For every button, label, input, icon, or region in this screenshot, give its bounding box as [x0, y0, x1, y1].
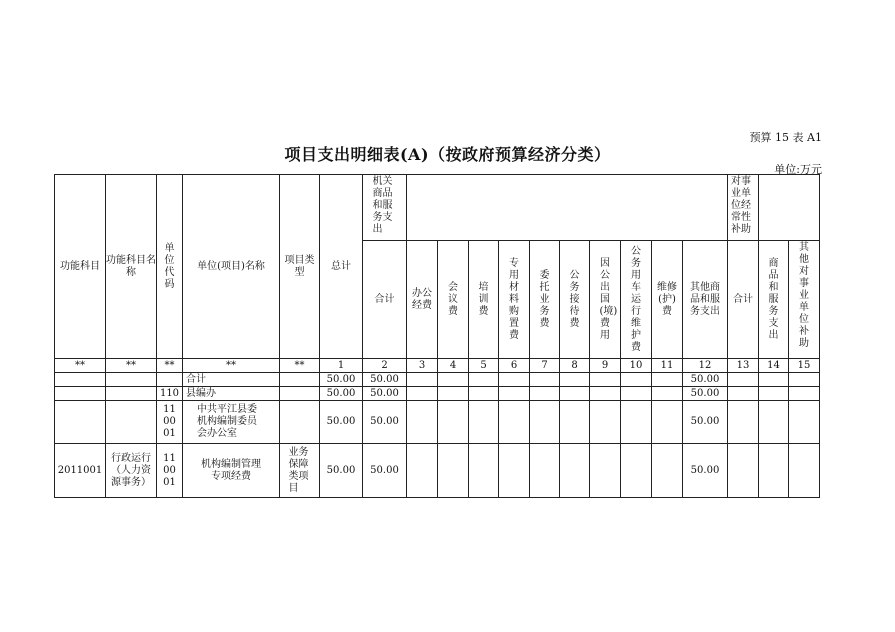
header-group-subsidy — [728, 175, 759, 241]
cell-empty — [621, 373, 652, 387]
cell-total: 50.00 — [320, 373, 363, 387]
cell-func-name — [106, 373, 157, 387]
cell-empty — [499, 373, 530, 387]
cell-empty — [407, 373, 438, 387]
cell-empty — [438, 444, 469, 498]
index-cell: 13 — [728, 359, 759, 373]
cell-empty — [499, 387, 530, 401]
cell-empty — [789, 444, 820, 498]
header-g2-goods — [759, 241, 789, 359]
cell-empty — [652, 401, 683, 444]
index-cell: 8 — [560, 359, 590, 373]
header-total: 总计 — [320, 175, 363, 359]
cell-unit-name — [183, 444, 280, 498]
index-cell: 2 — [363, 359, 407, 373]
cell-project-type — [280, 401, 320, 444]
cell-project-type — [280, 444, 320, 498]
cell-project-type — [280, 387, 320, 401]
cell-empty — [728, 373, 759, 387]
cell-empty — [590, 387, 621, 401]
index-cell: ** — [106, 359, 157, 373]
cell-g1-total: 50.00 — [363, 444, 407, 498]
cell-empty — [499, 444, 530, 498]
header-unit-code — [157, 175, 183, 359]
cell-func-name — [106, 387, 157, 401]
cell-unit-code — [157, 401, 183, 444]
cell-empty — [759, 373, 789, 387]
cell-unit-code — [157, 373, 183, 387]
cell-empty — [728, 387, 759, 401]
header-abroad-text: 因公出国(境)费用 — [599, 257, 618, 341]
cell-empty — [789, 387, 820, 401]
cell-empty — [560, 401, 590, 444]
index-cell: 11 — [652, 359, 683, 373]
header-repair-text: 维修(护)费 — [657, 281, 677, 317]
cell-total: 50.00 — [320, 387, 363, 401]
index-cell: ** — [157, 359, 183, 373]
header-group-subsidy-span — [759, 175, 820, 241]
table-row — [55, 401, 820, 444]
cell-total: 50.00 — [320, 401, 363, 444]
header-training-text: 培训费 — [478, 281, 489, 317]
cell-empty — [759, 401, 789, 444]
cell-unit-code — [157, 444, 183, 498]
cell-empty — [728, 401, 759, 444]
cell-empty — [499, 401, 530, 444]
header-materials-text: 专用材料购置费 — [509, 257, 519, 341]
header-other-goods-text: 其他商品和服务支出 — [690, 281, 720, 317]
cell-empty — [438, 401, 469, 444]
index-cell: 9 — [590, 359, 621, 373]
cell-unit-name: 合计 — [183, 373, 280, 387]
cell-empty — [560, 444, 590, 498]
cell-empty — [560, 373, 590, 387]
index-cell: 1 — [320, 359, 363, 373]
header-office — [407, 241, 438, 359]
cell-g1-total: 50.00 — [363, 373, 407, 387]
header-project-type: 项目类型 — [280, 175, 320, 359]
header-reception-text: 公务接待费 — [569, 269, 580, 329]
cell-empty — [407, 387, 438, 401]
cell-unit-code-text: 110001 — [163, 452, 176, 488]
unit-label: 单位:万元 — [774, 163, 822, 176]
table-row — [55, 444, 820, 498]
cell-unit-code: 110 — [157, 387, 183, 401]
cell-empty — [590, 444, 621, 498]
cell-other-goods: 50.00 — [683, 401, 728, 444]
index-cell: 6 — [499, 359, 530, 373]
cell-empty — [621, 387, 652, 401]
table-row — [55, 387, 820, 401]
cell-empty — [652, 373, 683, 387]
header-func-code: 功能科目 — [55, 175, 106, 359]
cell-func-name — [106, 401, 157, 444]
cell-empty — [407, 401, 438, 444]
index-cell: ** — [55, 359, 106, 373]
cell-g1-total: 50.00 — [363, 401, 407, 444]
header-group-goods-services — [363, 175, 407, 241]
header-training — [469, 241, 499, 359]
header-meeting — [438, 241, 469, 359]
cell-empty — [621, 401, 652, 444]
index-cell: 4 — [438, 359, 469, 373]
header-vehicle-text: 公务用车运行维护费 — [631, 245, 641, 353]
index-cell: 14 — [759, 359, 789, 373]
header-meeting-text: 会议费 — [448, 281, 458, 317]
index-cell: 7 — [530, 359, 560, 373]
header-g1-total: 合计 — [363, 241, 407, 359]
cell-empty — [590, 373, 621, 387]
header-g2-total: 合计 — [728, 241, 759, 359]
cell-empty — [560, 387, 590, 401]
cell-unit-name: 县编办 — [183, 387, 280, 401]
cell-empty — [530, 401, 560, 444]
cell-empty — [438, 373, 469, 387]
cell-func-name — [106, 444, 157, 498]
expenditure-table — [54, 174, 820, 498]
header-materials — [499, 241, 530, 359]
index-cell: 5 — [469, 359, 499, 373]
cell-empty — [407, 444, 438, 498]
cell-func-code: 2011001 — [55, 444, 106, 498]
cell-empty — [590, 401, 621, 444]
header-g2-goods-text: 商品和服务支出 — [768, 257, 779, 341]
cell-project-type-text: 业务保障类项目 — [288, 446, 309, 494]
index-cell: ** — [280, 359, 320, 373]
cell-empty — [759, 387, 789, 401]
cell-empty — [530, 373, 560, 387]
cell-func-code — [55, 373, 106, 387]
index-cell: 3 — [407, 359, 438, 373]
header-func-name: 功能科目名称 — [106, 175, 157, 359]
header-abroad — [590, 241, 621, 359]
table-reference-label: 预算 15 表 A1 — [749, 131, 822, 144]
header-entrusted — [530, 241, 560, 359]
cell-g1-total: 50.00 — [363, 387, 407, 401]
index-cell: 12 — [683, 359, 728, 373]
cell-other-goods: 50.00 — [683, 373, 728, 387]
cell-empty — [438, 387, 469, 401]
header-group-subsidy-text: 对事业单位经常性补助 — [731, 176, 751, 235]
cell-project-type — [280, 373, 320, 387]
header-vehicle — [621, 241, 652, 359]
cell-empty — [530, 387, 560, 401]
index-cell: ** — [183, 359, 280, 373]
index-cell: 10 — [621, 359, 652, 373]
cell-empty — [652, 444, 683, 498]
cell-total: 50.00 — [320, 444, 363, 498]
header-g2-other — [789, 241, 820, 359]
cell-empty — [469, 401, 499, 444]
cell-func-name-text: 行政运行（人力资源事务） — [111, 452, 151, 488]
cell-other-goods: 50.00 — [683, 444, 728, 498]
cell-empty — [789, 373, 820, 387]
cell-empty — [469, 444, 499, 498]
header-office-text: 办公经费 — [412, 287, 432, 311]
cell-func-code — [55, 387, 106, 401]
header-g2-other-text: 其他对事业单位补助 — [799, 242, 809, 349]
cell-empty — [728, 444, 759, 498]
header-group-goods-services-span — [407, 175, 728, 241]
header-other-goods — [683, 241, 728, 359]
cell-empty — [759, 444, 789, 498]
header-reception — [560, 241, 590, 359]
cell-other-goods: 50.00 — [683, 387, 728, 401]
cell-empty — [789, 401, 820, 444]
cell-unit-name-text: 机构编制管理专项经费 — [201, 458, 261, 482]
cell-empty — [530, 444, 560, 498]
cell-func-code — [55, 401, 106, 444]
header-unit-name: 单位(项目)名称 — [183, 175, 280, 359]
cell-unit-name — [183, 401, 280, 444]
cell-empty — [469, 373, 499, 387]
header-entrusted-text: 委托业务费 — [539, 269, 550, 329]
header-repair — [652, 241, 683, 359]
page-title: 项目支出明细表(A)（按政府预算经济分类） — [284, 145, 611, 164]
cell-unit-code-text: 110001 — [163, 404, 176, 439]
cell-empty — [469, 387, 499, 401]
index-cell: 15 — [789, 359, 820, 373]
header-unit-code-text: 单位代码 — [164, 242, 175, 290]
cell-unit-name-text: 中共平江县委机构编制委员会办公室 — [197, 404, 257, 439]
table-row — [55, 373, 820, 387]
cell-empty — [652, 387, 683, 401]
cell-empty — [621, 444, 652, 498]
index-row — [55, 359, 820, 373]
header-group-goods-services-text: 机关商品和服务支出 — [372, 176, 393, 235]
